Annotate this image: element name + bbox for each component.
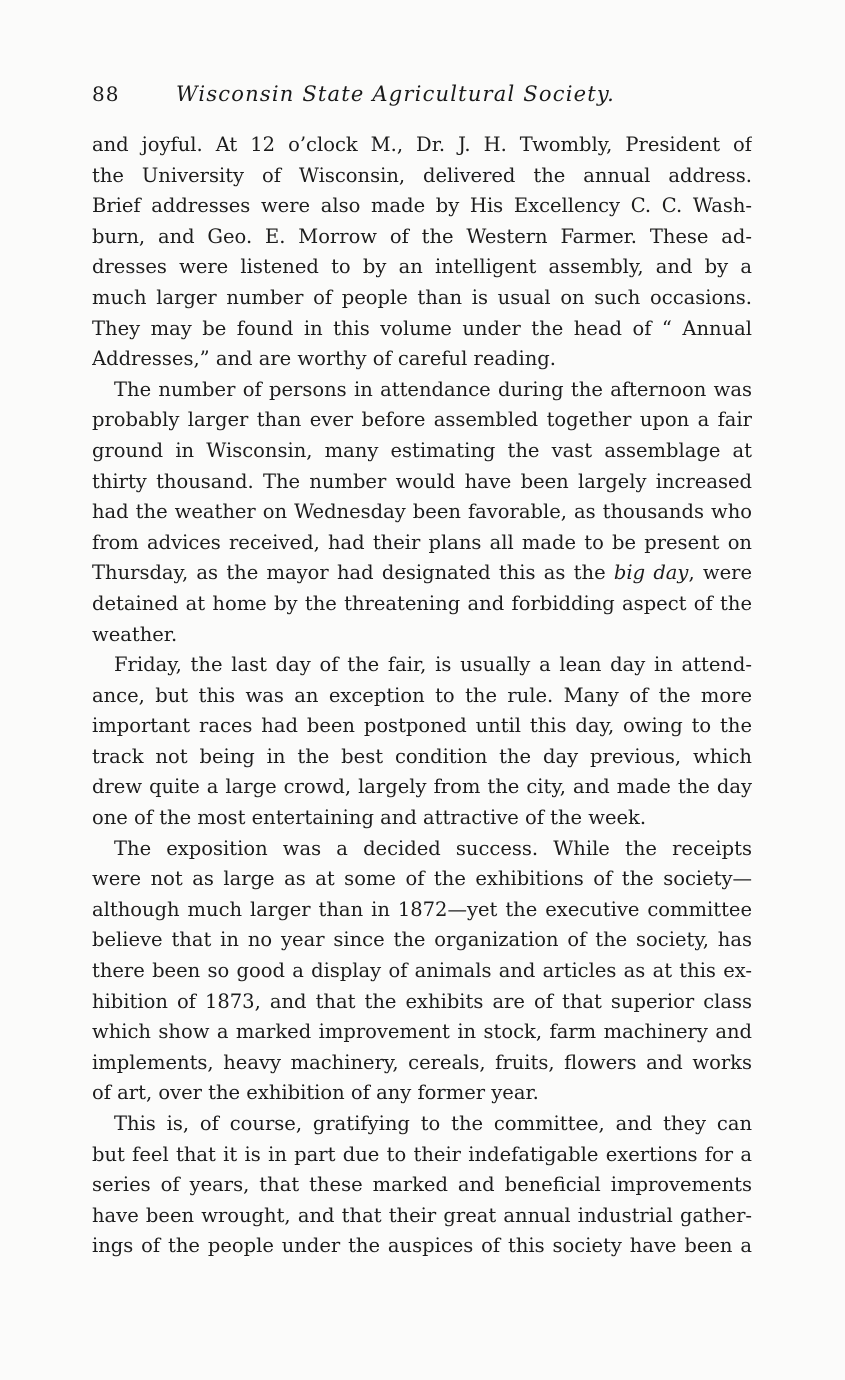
text-line: much larger number of people than is usual on such occasions.	[92, 285, 752, 309]
text-line: drew quite a large crowd, largely from the city, and made the day	[92, 775, 752, 799]
paragraph-1	[92, 130, 752, 375]
text-line: burn, and Geo. E. Morrow of the Western Farmer. These ad-	[92, 224, 752, 248]
paragraph-3	[92, 650, 752, 834]
text-segment: , were	[688, 561, 752, 585]
body-text	[92, 130, 752, 1262]
text-line: ings of the people under the auspices of this society have been a	[92, 1234, 752, 1258]
text-line: dresses were listened to by an intelligent assembly, and by a	[92, 255, 752, 279]
paragraph-4	[92, 834, 752, 1109]
text-line: Friday, the last day of the fair, is usually a lean day in attend-	[114, 653, 752, 677]
text-line: the University of Wisconsin, delivered the annual address.	[92, 163, 752, 187]
text-line: implements, heavy machinery, cereals, fruits, flowers and works	[92, 1050, 752, 1074]
text-line: The number of persons in attendance during the afternoon was	[114, 377, 752, 401]
text-line: They may be found in this volume under the head of “ Annual	[92, 316, 752, 340]
text-line: weather.	[92, 622, 178, 646]
text-line: from advices received, had their plans all made to be present on	[92, 530, 752, 554]
page-header	[92, 82, 752, 112]
text-line: important races had been postponed until this day, owing to the	[92, 714, 752, 738]
text-line: although much larger than in 1872—yet the executive committee	[92, 897, 752, 921]
text-line: hibition of 1873, and that the exhibits are of that superior class	[92, 989, 752, 1013]
text-line	[92, 558, 752, 589]
text-line: probably larger than ever before assembled together upon a fair	[92, 408, 752, 432]
text-line: of art, over the exhibition of any former year.	[92, 1081, 539, 1105]
text-line: ance, but this was an exception to the rule. Many of the more	[92, 683, 752, 707]
text-line: which show a marked improvement in stock, farm machinery and	[92, 1020, 752, 1044]
text-line: track not being in the best condition the day previous, which	[92, 744, 752, 768]
text-line: This is, of course, gratifying to the committee, and they can	[114, 1112, 752, 1135]
text-line: have been wrought, and that their great annual industrial gather-	[92, 1203, 752, 1227]
text-line: believe that in no year since the organization of the society, has	[92, 928, 752, 952]
text-line: detained at home by the threatening and forbidding aspect of the	[92, 591, 752, 615]
text-line: The exposition was a decided success. While the receipts	[114, 836, 752, 860]
text-segment: Thursday, as the mayor had designated this as the	[92, 561, 614, 585]
text-line: one of the most entertaining and attractive of the week.	[92, 806, 647, 830]
paragraph-5	[92, 1109, 752, 1262]
text-line: there been so good a display of animals and articles as at this ex-	[92, 959, 752, 983]
text-line: were not as large as at some of the exhibitions of the society—	[92, 867, 752, 891]
text-line: had the weather on Wednesday been favorable, as thousands who	[92, 500, 752, 524]
text-line: series of years, that these marked and beneficial improvements	[92, 1173, 752, 1197]
text-line: Brief addresses were also made by His Excellency C. C. Wash-	[92, 194, 752, 218]
text-line: Addresses,” and are worthy of careful reading.	[92, 347, 556, 371]
text-line: thirty thousand. The number would have been largely increased	[92, 469, 752, 493]
text-line: ground in Wisconsin, many estimating the vast assemblage at	[92, 438, 752, 462]
paragraph-2	[92, 375, 752, 650]
text-line: and joyful. At 12 o’clock M., Dr. J. H. Twombly, President of	[92, 133, 752, 156]
text-line: but feel that it is in part due to their indefatigable exertions for a	[92, 1142, 752, 1166]
page-number: 88	[92, 82, 120, 106]
running-title: Wisconsin State Agricultural Society.	[176, 82, 616, 106]
italic-phrase: big day	[613, 561, 689, 585]
